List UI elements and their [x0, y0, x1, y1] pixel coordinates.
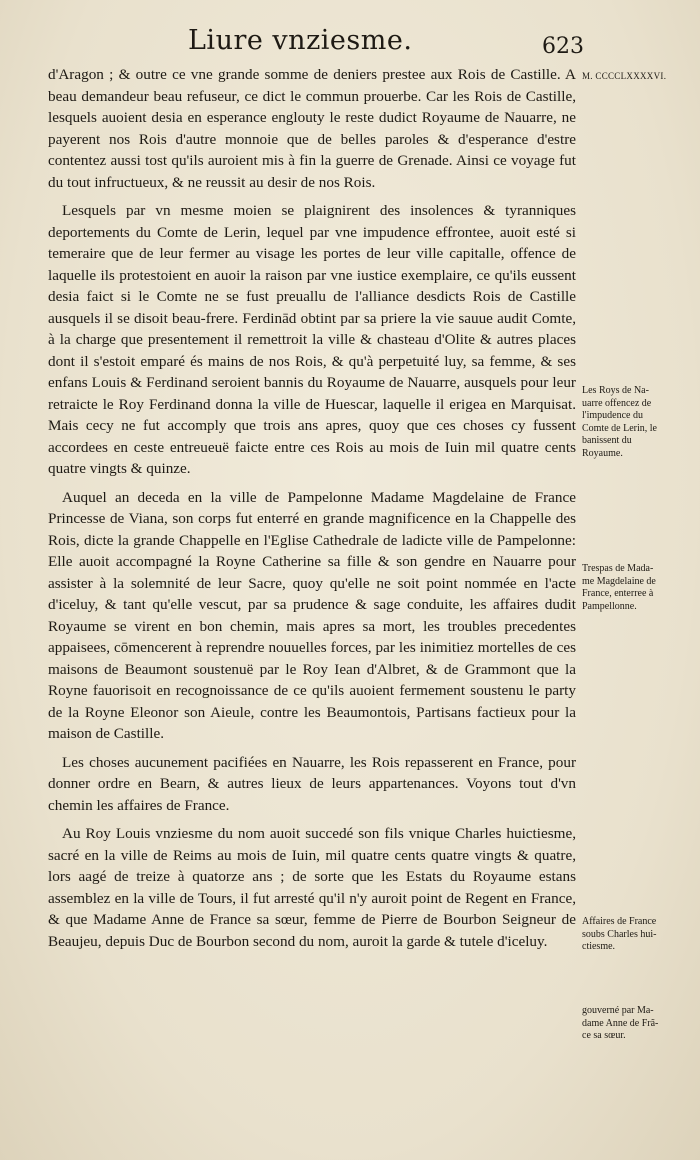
paragraph: Lesquels par vn mesme moien se plaignirent des insolences & tyranniques deportements du Comte de Lerin, lequel par vne impudence effrontee, auoit esté si temeraire que de leur fermer au visage les portes de leur ville capitalle, offence de laquelle ils protestoient en auoir la raison par vne iustice exemplaire, ce qu'ils eussent desia faict si le Comte ne se fust preuallu de l'alliance desdicts Rois de Castille ausquels il se disoit beau-frere. Ferdinād obtint par sa priere la vie sauue audit Comte, à la charge que presentement il remettroit la ville & chasteau d'Olite & autres places dont il s'estoit emparé és mains de nos Rois, & qu'à perpetuité luy, sa femme, & ses enfans Louis & Ferdinand seroient bannis du Royaume de Nauarre, ausquels pour leur retraicte le Roy Ferdinand donna la ville de Huescar, laquelle il erigea en Marquisat. Mais cecy ne fut accomply que trois ans apres, quoy que ces choses cy fussent accordees en ceste entreueuë faicte entre ces Rois au mois de Iuin mil quatre cents quatre vingts & quinze. [48, 202, 576, 477]
running-title: Liure vnziesme. [188, 25, 413, 56]
margin-note-year: M. CCCCLXXXXVI. [582, 71, 667, 81]
paragraph: Auquel an deceda en la ville de Pampelonne Madame Magdelaine de France Princesse de Viana, son corps fut enterré en grande magnificence en la Chappelle des Rois, dicte la grande Chappelle en l'Eglise Cathedrale de ladicte ville de Pampelonne: Elle auoit accompagné la Royne Catherine sa fille & son gendre en Nauarre pour assister à la solemnité de leur Sacre, quoy qu'elle ne soit point nommée en l'acte d'iceluy, & tant qu'elle vescut, par sa prudence & sage conduite, les affaires dudit Royaume se virent en bon chemin, mais apres sa mort, les troubles precedentes appaisees, cōmencerent à reprendre nouuelles forces, par les inimitiez mortelles de ces maisons de Beaumont soustenuë par le Roy Iean d'Albret, & de Grammont que la Royne fauorisoit en recognoissance de ce qu'ils auoient fermement soustenu le party de la Royne Eleonor son Aieule, contre les Beaumontois, Partisans factieux pour la maison de Castille. [48, 488, 576, 742]
page-number: 623 [542, 34, 584, 59]
paragraph: Au Roy Louis vnziesme du nom auoit succedé son fils vnique Charles huictiesme, sacré en la ville de Reims au mois de Iuin, mil quatre cents quatre vingts & quatre, lors aagé de treize à quatorze ans ; de sorte que les Estats du Royaume estans assemblez en la ville de Tours, il fut arresté qu'il n'y auroit point de Regent en France, & que Madame Anne de France sa sœur, femme de Pierre de Bourbon Seigneur de Beaujeu, depuis Duc de Bourbon second du nom, auroit la garde & tutele d'iceluy. [48, 825, 576, 950]
paragraph: d'Aragon ; & outre ce vne grande somme de deniers prestee aux Rois de Castille. A beau demandeur beau refuseur, ce dict le commun prouerbe. Car les Rois de Castille, lesquels auoient desia en esperance englouty le reste dudict Royaume de Nauarre, ne payerent nos Rois d'autre monnoie que de belles paroles & d'esperance d'estre contentez aussi tost qu'ils auroient mis à fin la guerre de Grenade. Ainsi ce voyage fut du tout infructueux, & ne reussit au desir de nos Rois. [48, 66, 576, 191]
margin-note-comte-de-lerin: Les Roys de Na- uarre offencez de l'impudence du Comte de Lerin, le banissent du Royaume. [582, 385, 657, 459]
margin-note-trespas-madame-magdelaine: Trespas de Mada- me Magdelaine de France, enterree à Pampellonne. [582, 563, 656, 612]
body-text [48, 64, 576, 959]
margin-note-madame-anne: gouverné par Ma- dame Anne de Frã- ce sa sœur. [582, 1005, 659, 1041]
paragraph: Les choses aucunement pacifiées en Nauarre, les Rois repasserent en France, pour donner ordre en Bearn, & autres lieux de leurs appartenances. Voyons tout d'vn chemin les affaires de France. [48, 753, 576, 814]
margin-note-affaires-de-france: Affaires de France soubs Charles hui- ctiesme. [582, 916, 657, 952]
